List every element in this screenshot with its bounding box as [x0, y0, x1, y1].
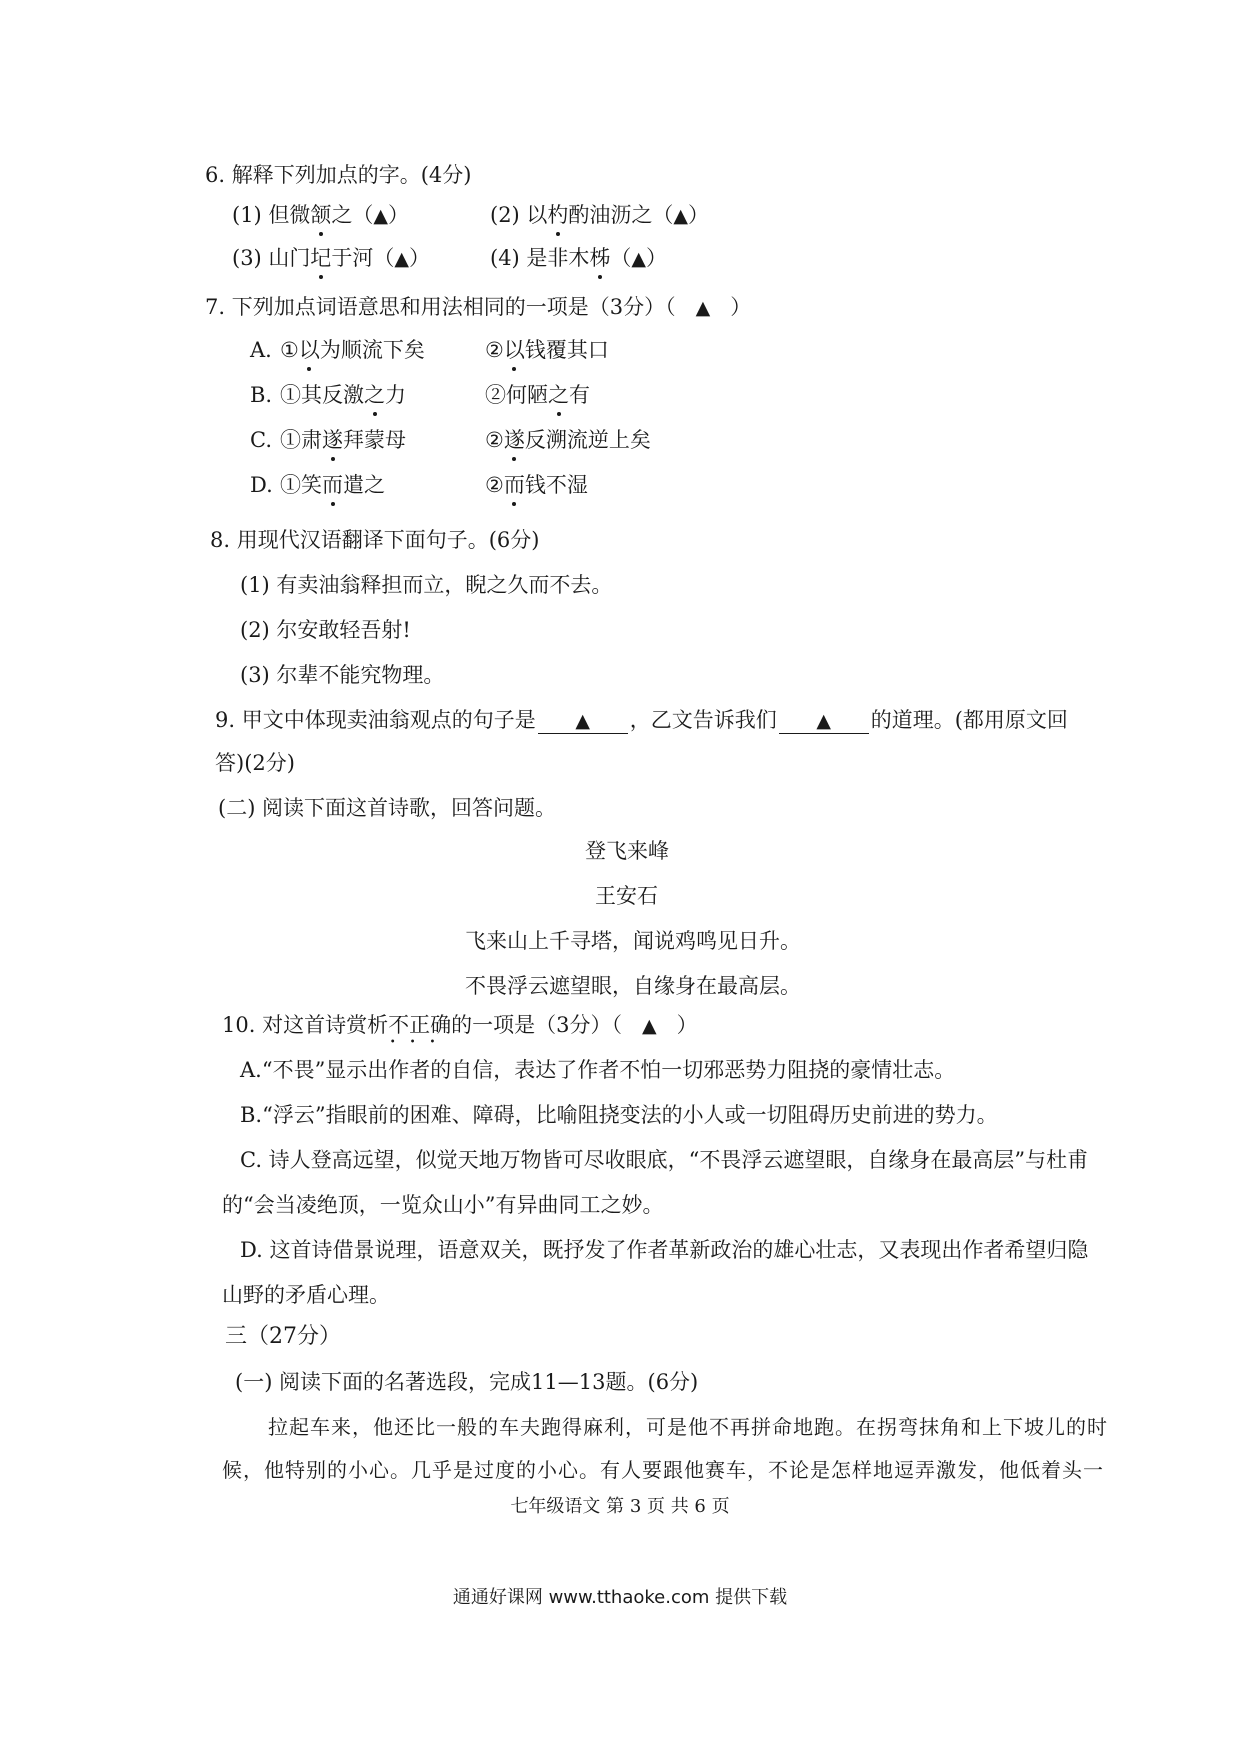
dotted-char: 以 [504, 335, 525, 365]
dotted-char: 之 [548, 380, 569, 410]
q9-line-1: 9. 甲文中体现卖油翁观点的句子是 ▲ ，乙文告诉我们 ▲ 的道理。(都用原文回 [215, 708, 1068, 732]
q10-option-b: B.“浮云”指眼前的困难、障碍，比喻阻挠变法的小人或一切阻碍历史前进的势力。 [240, 1103, 998, 1127]
q10-option-a: A.“不畏”显示出作者的自信，表达了作者不怕一切邪恶势力阻挠的豪情壮志。 [240, 1058, 956, 1082]
q8-item-2: (2) 尔安敢轻吾射! [240, 618, 411, 642]
q10-option-c-line-1: C. 诗人登高远望，似觉天地万物皆可尽收眼底，“不畏浮云遮望眼，自缘身在最高层”与杜甫 [240, 1148, 1089, 1172]
excerpt-line-1: 拉起车来，他还比一般的车夫跑得麻利，可是他不再拼命地跑。在拐弯抹角和上下坡儿的时 [268, 1415, 1108, 1439]
answer-triangle: ▲ [695, 297, 711, 319]
answer-triangle: ▲ [673, 205, 689, 227]
q6-item-3: (3) 山门圮于河（▲） [232, 243, 430, 274]
answer-triangle: ▲ [394, 248, 410, 270]
q10-option-c-line-2: 的“会当凌绝顶，一览众山小”有异曲同工之妙。 [222, 1193, 664, 1217]
answer-triangle: ▲ [631, 248, 647, 270]
section-3-heading: 三（27分） [225, 1324, 341, 1349]
q6-stem: 6. 解释下列加点的字。(4分) [205, 163, 472, 187]
dotted-char: 以 [299, 335, 320, 365]
answer-triangle: ▲ [641, 1015, 657, 1037]
dotted-char: 柹 [589, 243, 610, 273]
q7-option-c: C. ①肃遂拜蒙母 [250, 425, 406, 455]
q7-option-c-2: ②遂反溯流逆上矣 [485, 425, 651, 455]
q6-item-1: (1) 但微颔之（▲） [232, 200, 409, 231]
dotted-phrase: 不正确 ••• [388, 1013, 452, 1048]
poem-line-1: 飞来山上千寻塔，闻说鸡鸣见日升。 [465, 929, 801, 953]
answer-triangle: ▲ [575, 710, 591, 732]
q8-stem: 8. 用现代汉语翻译下面句子。(6分) [210, 528, 540, 552]
answer-blank[interactable] [779, 708, 869, 734]
section-2-heading: (二) 阅读下面这首诗歌，回答问题。 [218, 796, 557, 820]
page-number: 七年级语文 第 3 页 共 6 页 [510, 1496, 730, 1517]
dotted-char: 而 [504, 470, 525, 500]
q8-item-3: (3) 尔辈不能究物理。 [240, 663, 445, 687]
q7-option-a-2: ②以钱覆其口 [485, 335, 609, 365]
poem-title: 登飞来峰 [585, 839, 669, 863]
poem-author: 王安石 [595, 884, 658, 908]
dotted-char: 颔 [310, 200, 331, 230]
q7-option-a: A. ①以为顺流下矣 [250, 335, 425, 365]
dotted-char: 之 [364, 380, 385, 410]
excerpt-line-2: 候，他特别的小心。几乎是过度的小心。有人要跟他赛车，不论是怎样地逗弄激发，他低着头一 [222, 1458, 1104, 1482]
dotted-char: 而 [322, 470, 343, 500]
q10-option-d-line-2: 山野的矛盾心理。 [222, 1283, 390, 1307]
poem-line-2: 不畏浮云遮望眼，自缘身在最高层。 [465, 974, 801, 998]
answer-triangle: ▲ [373, 205, 389, 227]
q10-stem: 10. 对这首诗赏析不正确 ••• 的一项是（3分）（ ▲ ） [222, 1010, 698, 1041]
q7-option-b: B. ①其反激之力 [250, 380, 406, 410]
q10-option-d-line-1: D. 这首诗借景说理，语意双关，既抒发了作者革新政治的雄心壮志，又表现出作者希望归隐 [240, 1238, 1089, 1262]
q7-option-d-2: ②而钱不湿 [485, 470, 588, 500]
q7-stem: 7. 下列加点词语意思和用法相同的一项是（3分）（ ▲ ） [205, 295, 752, 319]
answer-blank[interactable] [538, 708, 628, 734]
dotted-char: 圮 [310, 243, 331, 273]
q6-item-2: (2) 以杓酌油沥之（▲） [490, 200, 709, 231]
section-3-sub-heading: (一) 阅读下面的名著选段，完成11—13题。(6分) [235, 1370, 699, 1394]
q8-item-1: (1) 有卖油翁释担而立，睨之久而不去。 [240, 573, 613, 597]
q7-option-b-2: ②何陋之有 [485, 380, 590, 410]
dotted-char: 遂 [322, 425, 343, 455]
q9-line-2: 答)(2分) [215, 751, 295, 775]
dotted-char: 杓 [547, 200, 568, 230]
download-footer: 通通好课网 www.tthaoke.com 提供下载 [452, 1587, 788, 1608]
q7-option-d: D. ①笑而遣之 [250, 470, 385, 500]
dotted-char: 遂 [504, 425, 525, 455]
q6-item-4: (4) 是非木柹（▲） [490, 243, 667, 274]
answer-triangle: ▲ [816, 710, 832, 732]
